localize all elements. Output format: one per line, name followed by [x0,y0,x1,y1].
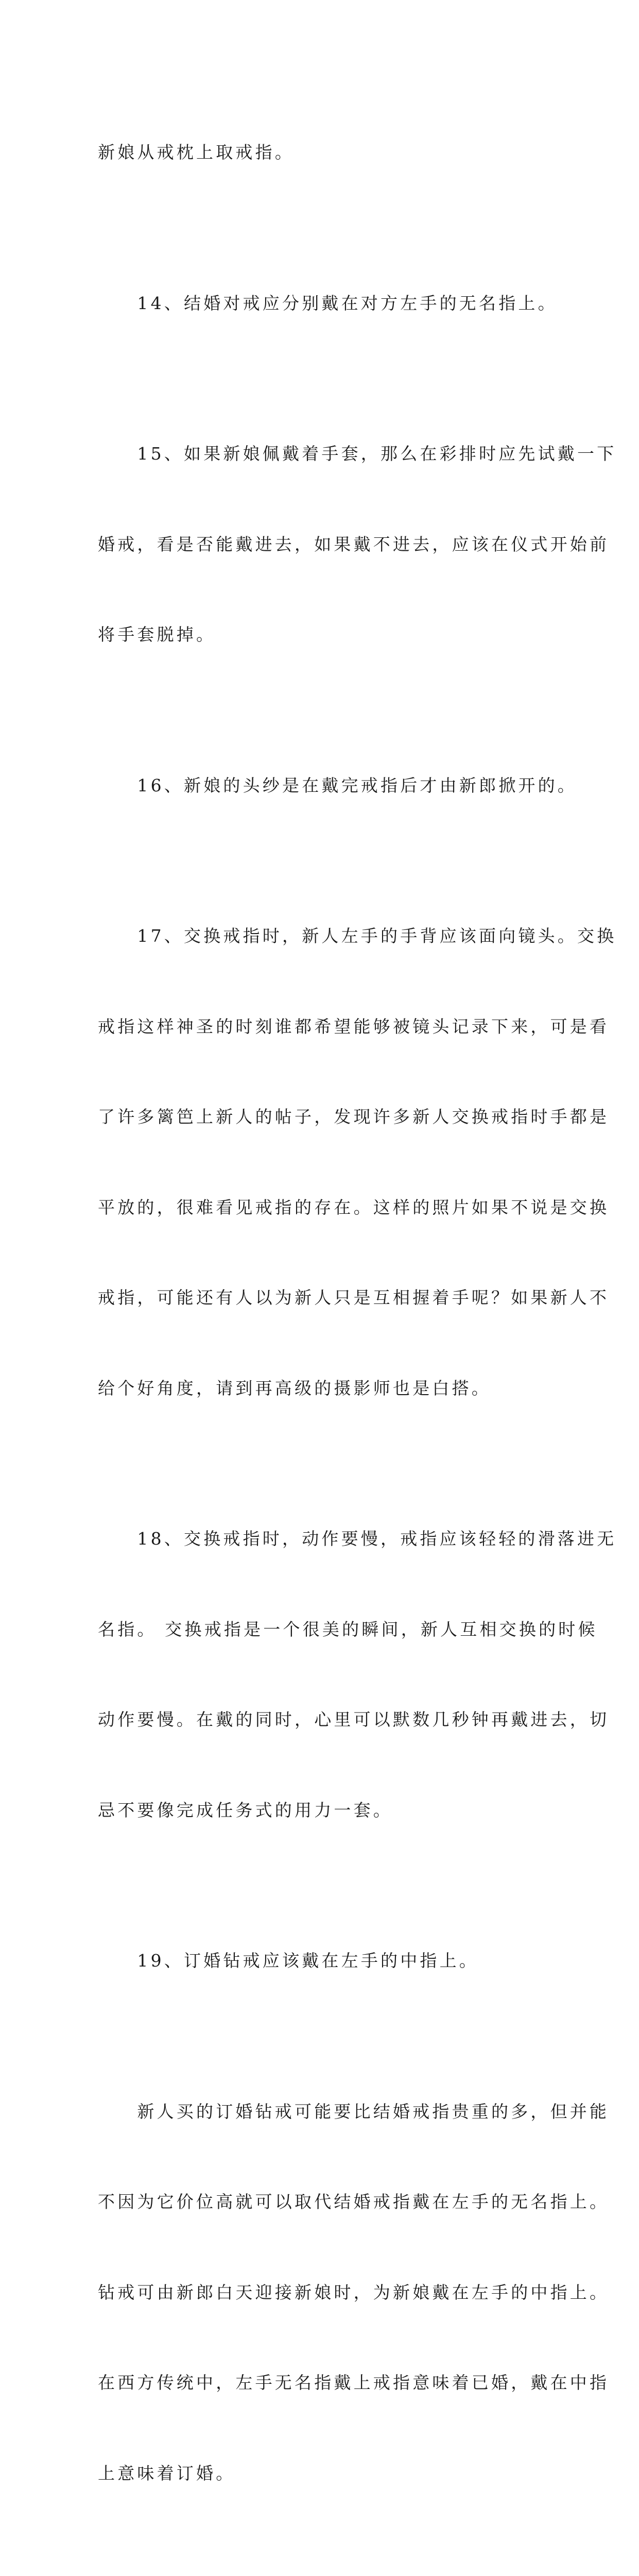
text-line: 在西方传统中，左手无名指戴上戒指意味着已婚，戴在中指 [98,2372,610,2393]
text-line: 给个好角度，请到再高级的摄影师也是白搭。 [98,1378,491,1398]
text-line: 不因为它价位高就可以取代结婚戒指戴在左手的无名指上。 [98,2192,610,2212]
paragraph-item-17 [98,861,617,1464]
paragraph-item-18 [98,1464,617,1886]
text-line: 18、交换戒指时，动作要慢，戒指应该轻轻的滑落进无 [98,1529,617,1549]
document-body [98,77,617,2576]
text-line: 将手套脱掉。 [98,624,216,645]
text-line: 15、如果新娘佩戴着手套，那么在彩排时应先试戴一下 [98,444,617,464]
text-line: 新人买的订婚钻戒可能要比结婚戒指贵重的多，但并能 [98,2101,610,2122]
text-line: 平放的，很难看见戒指的存在。这样的照片如果不说是交换 [98,1197,610,1217]
text-line: 14、结婚对戒应分别戴在对方左手的无名指上。 [98,293,558,313]
paragraph-item-19 [98,1886,551,2037]
text-line: 16、新娘的头纱是在戴完戒指后才由新郎掀开的。 [98,775,577,795]
text-line: 了许多篱笆上新人的帖子，发现许多新人交换戒指时手都是 [98,1107,610,1127]
paragraph-item-15 [98,379,617,710]
text-line: 忌不要像完成任务式的用力一套。 [98,1800,393,1820]
paragraph-item-20 [98,2549,551,2576]
text-line: 动作要慢。在戴的同时，心里可以默数几秒钟再戴进去，切 [98,1709,610,1730]
paragraph-item-16 [98,710,577,861]
text-line: 钻戒可由新郎白天迎接新娘时，为新娘戴在左手的中指上。 [98,2282,610,2302]
paragraph-explanation-19 [98,2037,610,2549]
text-line: 19、订婚钻戒应该戴在左手的中指上。 [98,1951,479,1971]
text-line: 戒指这样神圣的时刻谁都希望能够被镜头记录下来，可是看 [98,1016,610,1037]
text-line: 名指。 交换戒指是一个很美的瞬间，新人互相交换的时候 [98,1619,598,1639]
text-line: 婚戒，看是否能戴进去，如果戴不进去，应该在仪式开始前 [98,534,610,554]
text-line: 上意味着订婚。 [98,2463,236,2483]
text-line: 戒指，可能还有人以为新人只是互相握着手呢？如果新人不 [98,1287,610,1308]
text-line: 17、交换戒指时，新人左手的手背应该面向镜头。交换 [98,926,617,946]
paragraph-item-14 [98,228,558,379]
text-line: 新娘从戒枕上取戒指。 [98,142,295,162]
paragraph-continuation [98,77,551,228]
